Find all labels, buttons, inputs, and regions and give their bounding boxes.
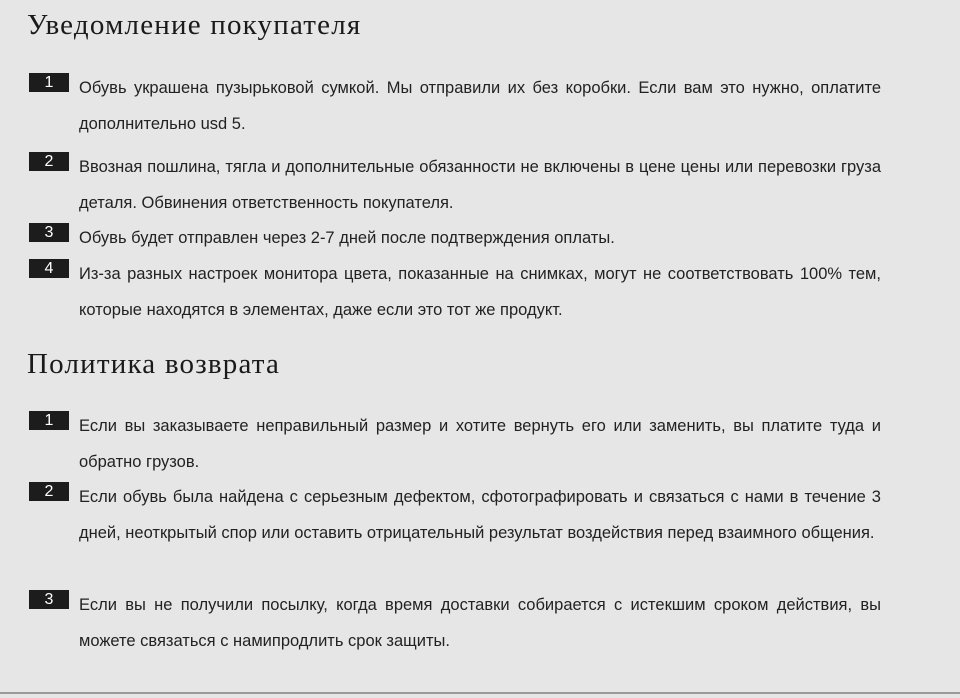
notice-item-text: Обувь украшена пузырьковой сумкой. Мы отправили их без коробки. Если вам это нужно, оплатите дополнительно usd 5. bbox=[79, 79, 881, 133]
number-badge: 2 bbox=[29, 152, 69, 171]
notice-item-2 bbox=[29, 149, 881, 221]
return-item-1 bbox=[29, 408, 881, 480]
notice-item-text: Ввозная пошлина, тягла и дополнительные обязанности не включены в цене цены или перевозки груза деталя. Обвинения ответственность покупателя. bbox=[79, 158, 881, 212]
return-item-text: Если вы заказываете неправильный размер и хотите вернуть его или заменить, вы платите туда и обратно грузов. bbox=[79, 417, 881, 471]
number-badge: 2 bbox=[29, 482, 69, 501]
return-item-text: Если обувь была найдена с серьезным дефектом, сфотографировать и связаться с нами в течение 3 дней, неоткрытый спор или оставить отрицательный результат воздействия перед взаимного общения. bbox=[79, 488, 881, 542]
return-item-3 bbox=[29, 587, 881, 659]
number-badge: 1 bbox=[29, 411, 69, 430]
notice-item-1 bbox=[29, 70, 881, 142]
notice-item-3 bbox=[29, 220, 881, 256]
number-badge: 3 bbox=[29, 590, 69, 609]
notice-item-text: Обувь будет отправлен через 2-7 дней после подтверждения оплаты. bbox=[79, 229, 615, 247]
section-title-return-policy: Политика возврата bbox=[27, 348, 281, 380]
notice-item-text: Из-за разных настроек монитора цвета, показанные на снимках, могут не соответствовать 100% тем, которые находятся в элементах, даже если это тот же продукт. bbox=[79, 265, 881, 319]
notice-item-4 bbox=[29, 256, 881, 328]
number-badge: 4 bbox=[29, 259, 69, 278]
section-title-buyer-notice: Уведомление покупателя bbox=[27, 9, 362, 41]
number-badge: 1 bbox=[29, 73, 69, 92]
number-badge: 3 bbox=[29, 223, 69, 242]
bottom-divider bbox=[0, 692, 960, 694]
return-item-text: Если вы не получили посылку, когда время доставки собирается с истекшим сроком действия, вы можете связаться с намипродлить срок защиты. bbox=[79, 596, 881, 650]
return-item-2 bbox=[29, 479, 881, 551]
